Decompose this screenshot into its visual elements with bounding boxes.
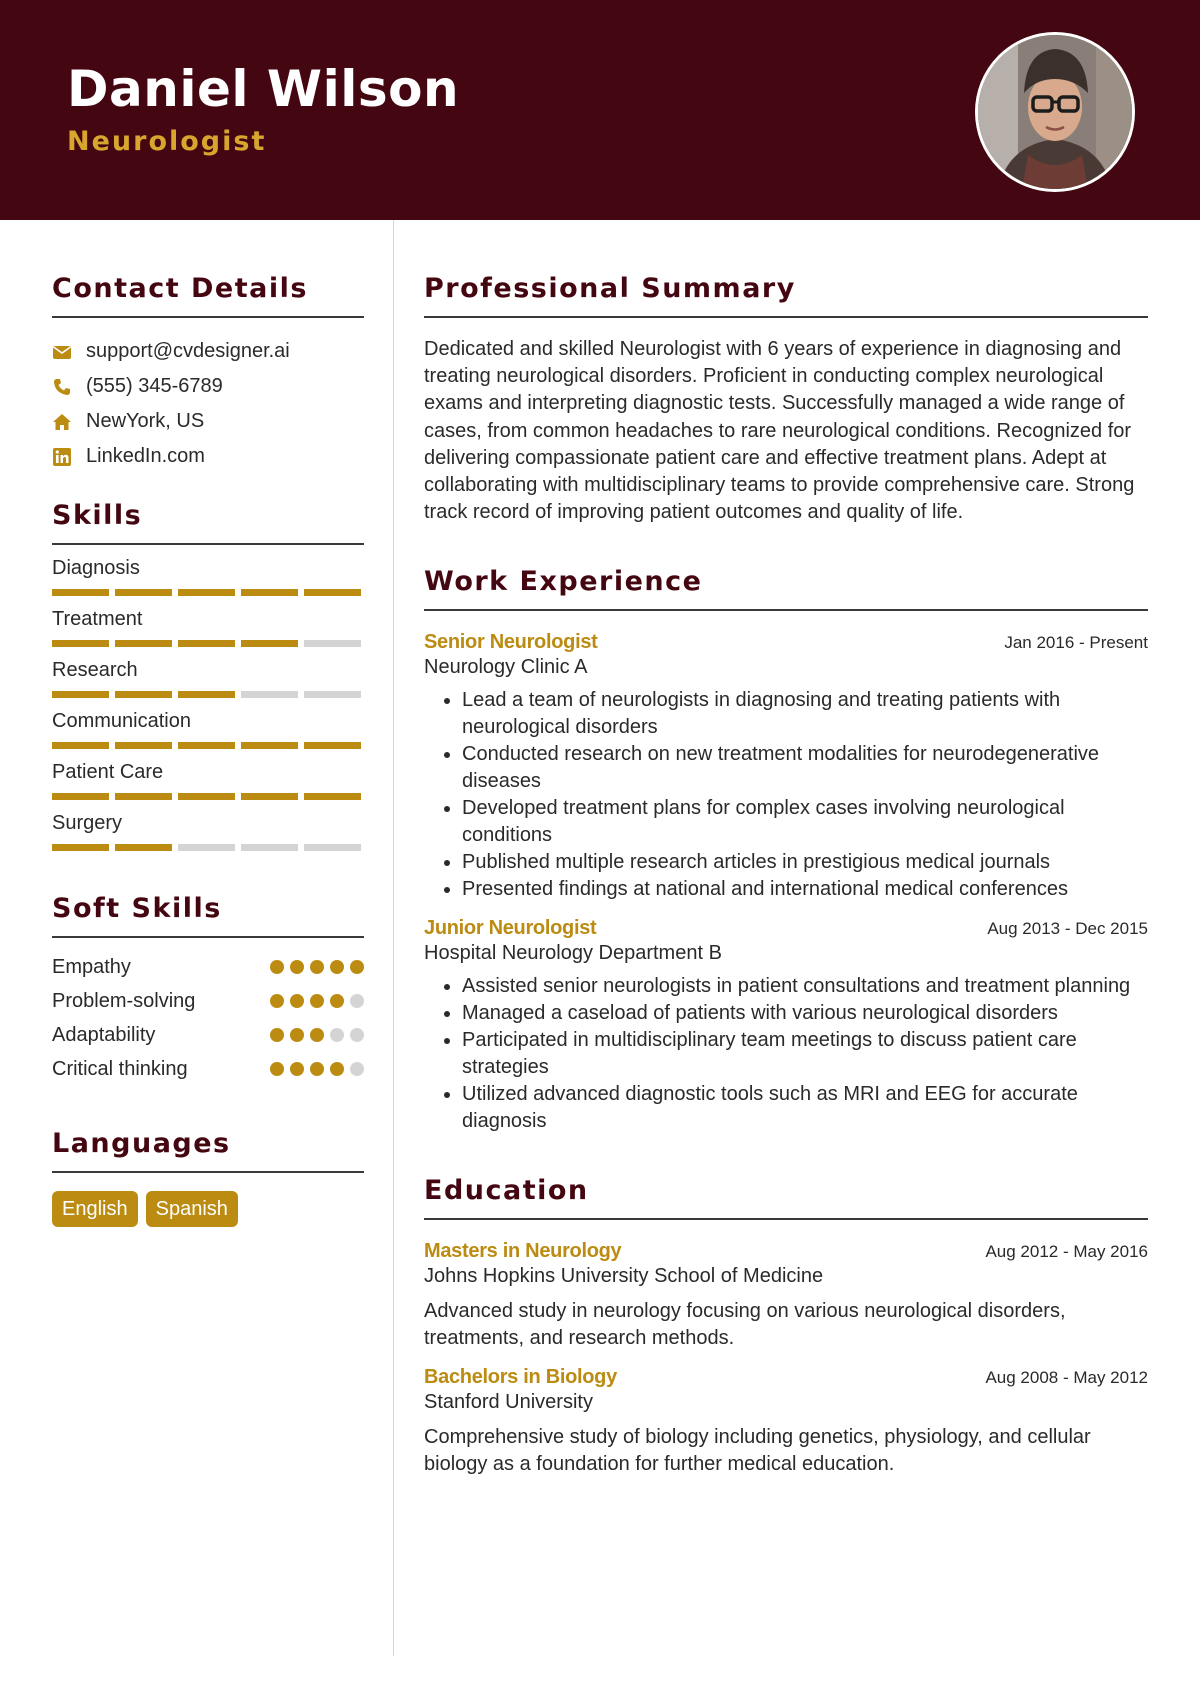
job-title: Senior Neurologist (424, 631, 598, 654)
section-rule (424, 1218, 1148, 1220)
skill-item (52, 555, 364, 596)
job-organization: Hospital Neurology Department B (424, 942, 722, 965)
skill-label: Communication (52, 710, 191, 732)
skill-level-dot (310, 994, 324, 1008)
job-bullet: • Published multiple research articles in prestigious medical journals (462, 849, 1148, 876)
skill-level-dot (290, 994, 304, 1008)
section-rule (52, 316, 364, 318)
contact-phone[interactable] (52, 369, 364, 404)
linkedin-icon (52, 447, 72, 467)
soft-skills-section (52, 893, 364, 1086)
phone-icon (52, 377, 72, 397)
skill-level-dot (350, 994, 364, 1008)
skill-level-dot (270, 1062, 284, 1076)
skill-level-segment (115, 844, 172, 851)
skill-item (52, 606, 364, 647)
skill-level-bars (52, 844, 364, 851)
contact-phone-text: (555) 345-6789 (86, 375, 223, 397)
education-date: Aug 2008 - May 2012 (985, 1368, 1148, 1388)
education-section (424, 1175, 1148, 1478)
skill-level-dot (270, 1028, 284, 1042)
home-icon (52, 412, 72, 432)
job-date: Jan 2016 - Present (1004, 633, 1148, 653)
contact-linkedin-text: LinkedIn.com (86, 445, 205, 467)
section-rule (52, 543, 364, 545)
skill-level-segment (115, 691, 172, 698)
skill-level-dot (350, 960, 364, 974)
skill-label: Surgery (52, 812, 123, 834)
skill-level-segment (115, 793, 172, 800)
education-header (424, 1366, 1148, 1389)
skill-item (52, 657, 364, 698)
job-bullet: • Developed treatment plans for complex cases involving neurological conditions (462, 795, 1148, 849)
job-bullet: • Managed a caseload of patients with various neurological disorders (462, 1000, 1148, 1027)
education-school: Stanford University (424, 1391, 593, 1414)
portrait-avatar-icon (978, 35, 1132, 189)
skill-level-dot (290, 960, 304, 974)
skill-level-dot (270, 960, 284, 974)
skill-level-dot (310, 1028, 324, 1042)
job-bullet: • Assisted senior neurologists in patient consultations and treatment planning (462, 973, 1148, 1000)
soft-skill-label: Adaptability (52, 1023, 156, 1046)
skill-level-segment (115, 742, 172, 749)
job-bullet: • Lead a team of neurologists in diagnosing and treating patients with neurological disorders (462, 687, 1148, 741)
skill-level-bars (52, 793, 364, 800)
education-description: Advanced study in neurology focusing on various neurological disorders, treatments, and research methods. (424, 1300, 1066, 1350)
skill-level-dot (350, 1062, 364, 1076)
contact-email[interactable] (52, 334, 364, 369)
languages-list (52, 1191, 364, 1227)
left-column (52, 220, 364, 1227)
skill-level-dot (330, 1062, 344, 1076)
contact-title: Contact Details (52, 273, 308, 304)
job-bullet: • Presented findings at national and international medical conferences (462, 876, 1148, 903)
skill-level-segment (52, 793, 109, 800)
soft-skills-title: Soft Skills (52, 893, 222, 924)
skill-level-segment (178, 793, 235, 800)
skill-level-segment (304, 640, 361, 647)
skill-level-segment (241, 589, 298, 596)
language-badge: English (52, 1191, 138, 1227)
candidate-name: Daniel Wilson (67, 60, 460, 118)
section-rule (52, 936, 364, 938)
skill-label: Patient Care (52, 761, 164, 783)
candidate-role: Neurologist (67, 126, 267, 157)
skills-section (52, 500, 364, 851)
soft-skill-item (52, 1018, 364, 1052)
skill-level-segment (241, 691, 298, 698)
skill-item (52, 759, 364, 800)
section-rule (424, 316, 1148, 318)
summary-title: Professional Summary (424, 273, 796, 304)
right-column (424, 220, 1148, 1478)
soft-skill-item (52, 1052, 364, 1086)
skill-item (52, 810, 364, 851)
header-banner (0, 0, 1200, 220)
skill-level-segment (178, 742, 235, 749)
skill-item (52, 708, 364, 749)
skill-level-segment (52, 742, 109, 749)
skill-label: Research (52, 659, 138, 681)
skill-level-bars (52, 589, 364, 596)
education-entry (424, 1366, 1148, 1478)
section-rule (52, 1171, 364, 1173)
summary-section (424, 273, 1148, 526)
profile-photo (975, 32, 1135, 192)
skill-level-dot (310, 1062, 324, 1076)
contact-email-text: support@cvdesigner.ai (86, 340, 290, 362)
skill-level-segment (241, 844, 298, 851)
language-badge: Spanish (146, 1191, 238, 1227)
job-title: Junior Neurologist (424, 917, 597, 940)
soft-skill-label: Problem-solving (52, 989, 196, 1012)
skill-level-segment (241, 742, 298, 749)
job-entry (424, 917, 1148, 1135)
job-bullets (424, 973, 1148, 1135)
skill-level-segment (241, 640, 298, 647)
contact-list (52, 334, 364, 474)
skill-level-segment (178, 844, 235, 851)
skill-level-bars (52, 640, 364, 647)
skill-level-segment (304, 844, 361, 851)
contact-location (52, 404, 364, 439)
job-header (424, 917, 1148, 940)
job-bullet: • Conducted research on new treatment modalities for neurodegenerative diseases (462, 741, 1148, 795)
skill-level-segment (115, 640, 172, 647)
languages-section (52, 1128, 364, 1227)
education-entry (424, 1240, 1148, 1352)
skill-level-segment (115, 589, 172, 596)
job-organization: Neurology Clinic A (424, 656, 588, 679)
column-divider (393, 220, 394, 1656)
education-description: Comprehensive study of biology including genetics, physiology, and cellular biology as a foundation for further medical education. (424, 1426, 1091, 1476)
skill-level-dot (310, 960, 324, 974)
skill-level-bars (52, 742, 364, 749)
skill-level-segment (52, 589, 109, 596)
skills-title: Skills (52, 500, 143, 531)
education-header (424, 1240, 1148, 1263)
section-rule (424, 609, 1148, 611)
skill-level-dot (350, 1028, 364, 1042)
soft-skill-label: Critical thinking (52, 1057, 188, 1080)
education-degree: Bachelors in Biology (424, 1366, 617, 1389)
skill-level-dot (290, 1062, 304, 1076)
skill-level-dot (290, 1028, 304, 1042)
soft-skill-item (52, 950, 364, 984)
soft-skill-level-dots (270, 960, 364, 974)
soft-skill-label: Empathy (52, 955, 131, 978)
skill-level-segment (52, 844, 109, 851)
skill-label: Treatment (52, 608, 143, 630)
job-bullet: • Utilized advanced diagnostic tools such as MRI and EEG for accurate diagnosis (462, 1081, 1148, 1135)
experience-section (424, 566, 1148, 1135)
soft-skills-list (52, 950, 364, 1086)
skill-level-segment (304, 742, 361, 749)
education-school: Johns Hopkins University School of Medicine (424, 1265, 824, 1288)
soft-skill-level-dots (270, 1028, 364, 1042)
skill-level-segment (241, 793, 298, 800)
skill-level-segment (178, 589, 235, 596)
skill-level-segment (52, 640, 109, 647)
skill-label: Diagnosis (52, 557, 140, 579)
education-date: Aug 2012 - May 2016 (985, 1242, 1148, 1262)
contact-location-text: NewYork, US (86, 410, 205, 432)
skill-level-dot (330, 960, 344, 974)
envelope-icon (52, 342, 72, 362)
job-entry (424, 631, 1148, 903)
job-bullets (424, 687, 1148, 903)
soft-skill-level-dots (270, 994, 364, 1008)
job-header (424, 631, 1148, 654)
education-title: Education (424, 1175, 589, 1207)
skill-level-segment (178, 640, 235, 647)
contact-section (52, 273, 364, 474)
skill-level-segment (178, 691, 235, 698)
summary-text: Dedicated and skilled Neurologist with 6 years of experience in diagnosing and treating neurological disorders. Proficient in conducting complex neurological exams and interpreting diagnostic tests. Successfully managed a wide range of cases, from common headaches to rare neurological conditions. Recognized for delivering compassionate patient care and effective treatment plans. Adept at collaborating with multidisciplinary teams to provide comprehensive care. Strong track record of improving patient outcomes and quality of life. (424, 338, 1135, 524)
skills-list (52, 555, 364, 851)
soft-skill-level-dots (270, 1062, 364, 1076)
skill-level-segment (52, 691, 109, 698)
skill-level-dot (270, 994, 284, 1008)
languages-title: Languages (52, 1128, 231, 1159)
soft-skill-item (52, 984, 364, 1018)
contact-linkedin[interactable] (52, 439, 364, 474)
skill-level-dot (330, 1028, 344, 1042)
skill-level-segment (304, 793, 361, 800)
skill-level-segment (304, 589, 361, 596)
education-degree: Masters in Neurology (424, 1240, 622, 1263)
job-date: Aug 2013 - Dec 2015 (987, 919, 1148, 939)
skill-level-dot (330, 994, 344, 1008)
job-bullet: • Participated in multidisciplinary team meetings to discuss patient care strategies (462, 1027, 1148, 1081)
skill-level-segment (304, 691, 361, 698)
skill-level-bars (52, 691, 364, 698)
experience-title: Work Experience (424, 566, 703, 598)
